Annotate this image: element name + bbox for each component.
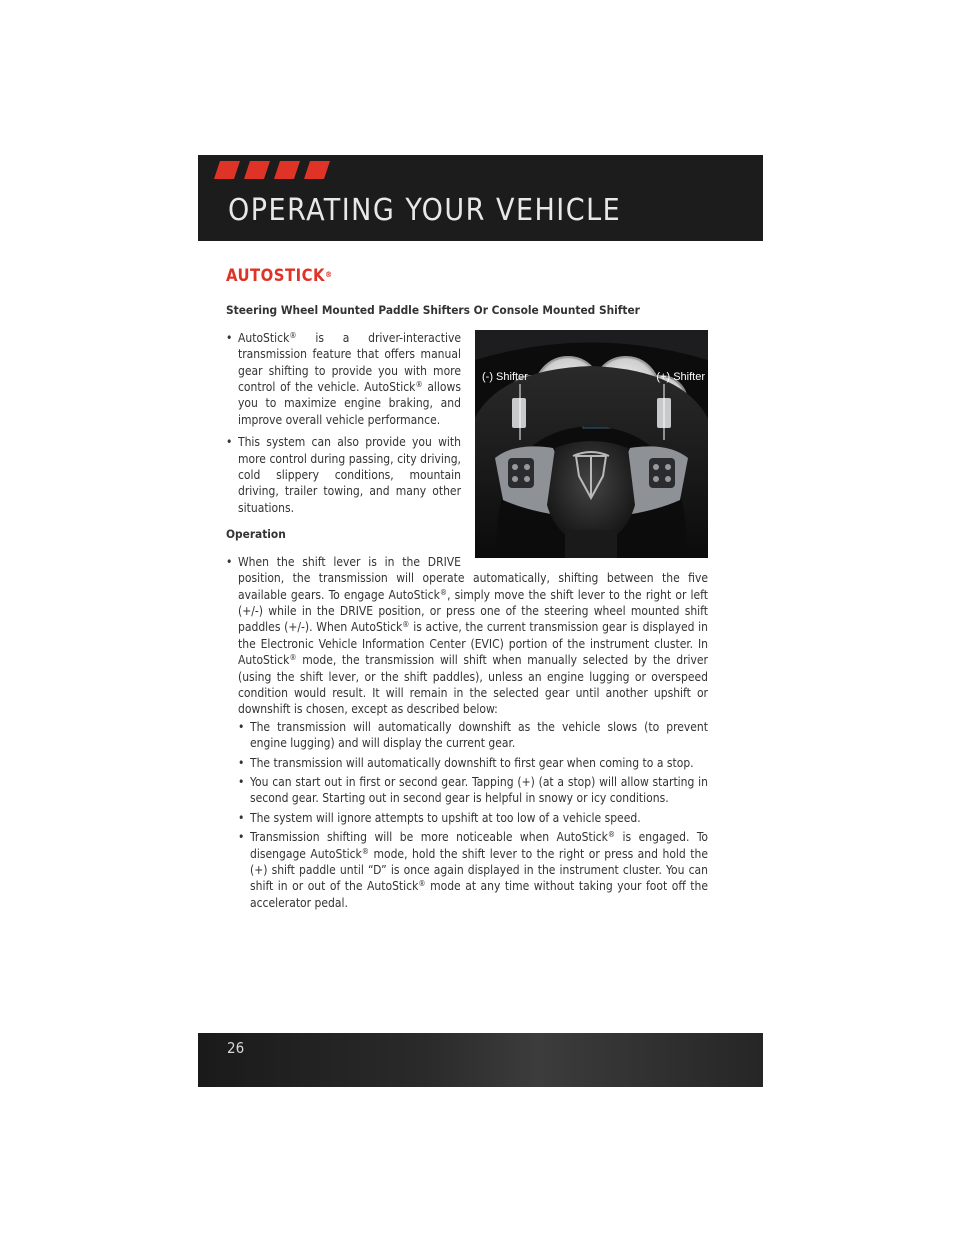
intro-bullet-item: • This system can also provide you with more control during passing, city driving, cold slippery conditions, mountain driving, trailer towing, and many other situations.: [226, 434, 708, 516]
article-content: [226, 268, 708, 921]
intro-bullet-list: [226, 330, 708, 516]
page-heading: [226, 268, 708, 284]
operation-sub-list: [234, 719, 708, 911]
operation-bullet-text: When the shift lever is in the DRIVE position, the transmission will operate automatically, shifting between the five available gears. To engage AutoStick®, simply move the shift lever to the right or left (+/-) while in the DRIVE position, or press one of the steering wheel mounted shift paddles (+/-). When AutoStick® is active, the current transmission gear is displayed in the Electronic Vehicle Information Center (EVIC) portion of the instrument cluster. In AutoStick® mode, the transmission will shift when manually selected by the driver (using the shift lever, or the shift paddles), unless an engine lugging or overspeed condition would result. It will remain in the selected gear until another upshift or downshift is chosen, except as described below:: [238, 554, 708, 717]
header-band: [198, 155, 763, 241]
minus-shifter-label: (-) Shifter: [482, 370, 528, 383]
page-heading-text: AUTOSTICK: [226, 266, 326, 285]
intro-bullet-item: • AutoStick® is a driver-interactive transmission feature that offers manual gear shifting to provide you with more control of the vehicle. AutoStick® allows you to maximize engine braking, and improve overall vehicle performance.: [226, 330, 708, 428]
footer-band: [198, 1033, 763, 1087]
sub-bullet-item: • The transmission will automatically downshift to first gear when coming to a stop.: [234, 755, 708, 771]
registered-mark: ®: [325, 270, 333, 279]
plus-shifter-label: (+) Shifter: [656, 370, 705, 383]
racing-stripes-logo: [214, 161, 332, 179]
sub-bullet-item: • The transmission will automatically downshift as the vehicle slows (to prevent engine lugging) and will display the current gear.: [234, 719, 708, 752]
paddle-shifter-subheading: Steering Wheel Mounted Paddle Shifters Or Console Mounted Shifter: [226, 303, 640, 318]
operation-bullet-list: [226, 554, 708, 912]
operation-bullet-item: [226, 554, 708, 912]
sub-bullet-item: • You can start out in first or second gear. Tapping (+) (at a stop) will allow starting in second gear. Starting out in second gear is helpful in snowy or icy conditions.: [234, 774, 708, 807]
operation-heading: Operation: [226, 527, 286, 542]
sub-bullet-item: • Transmission shifting will be more noticeable when AutoStick® is engaged. To disengage AutoStick® mode, hold the shift lever to the right or press and hold the (+) shift paddle until “D” is once again displayed in the instrument cluster. You can shift in or out of the AutoStick® mode at any time without taking your foot off the accelerator pedal.: [234, 829, 708, 911]
page-number: 26: [227, 1039, 245, 1057]
sub-bullet-item: • The system will ignore attempts to upshift at too low of a vehicle speed.: [234, 810, 708, 826]
section-title: OPERATING YOUR VEHICLE: [228, 193, 622, 228]
